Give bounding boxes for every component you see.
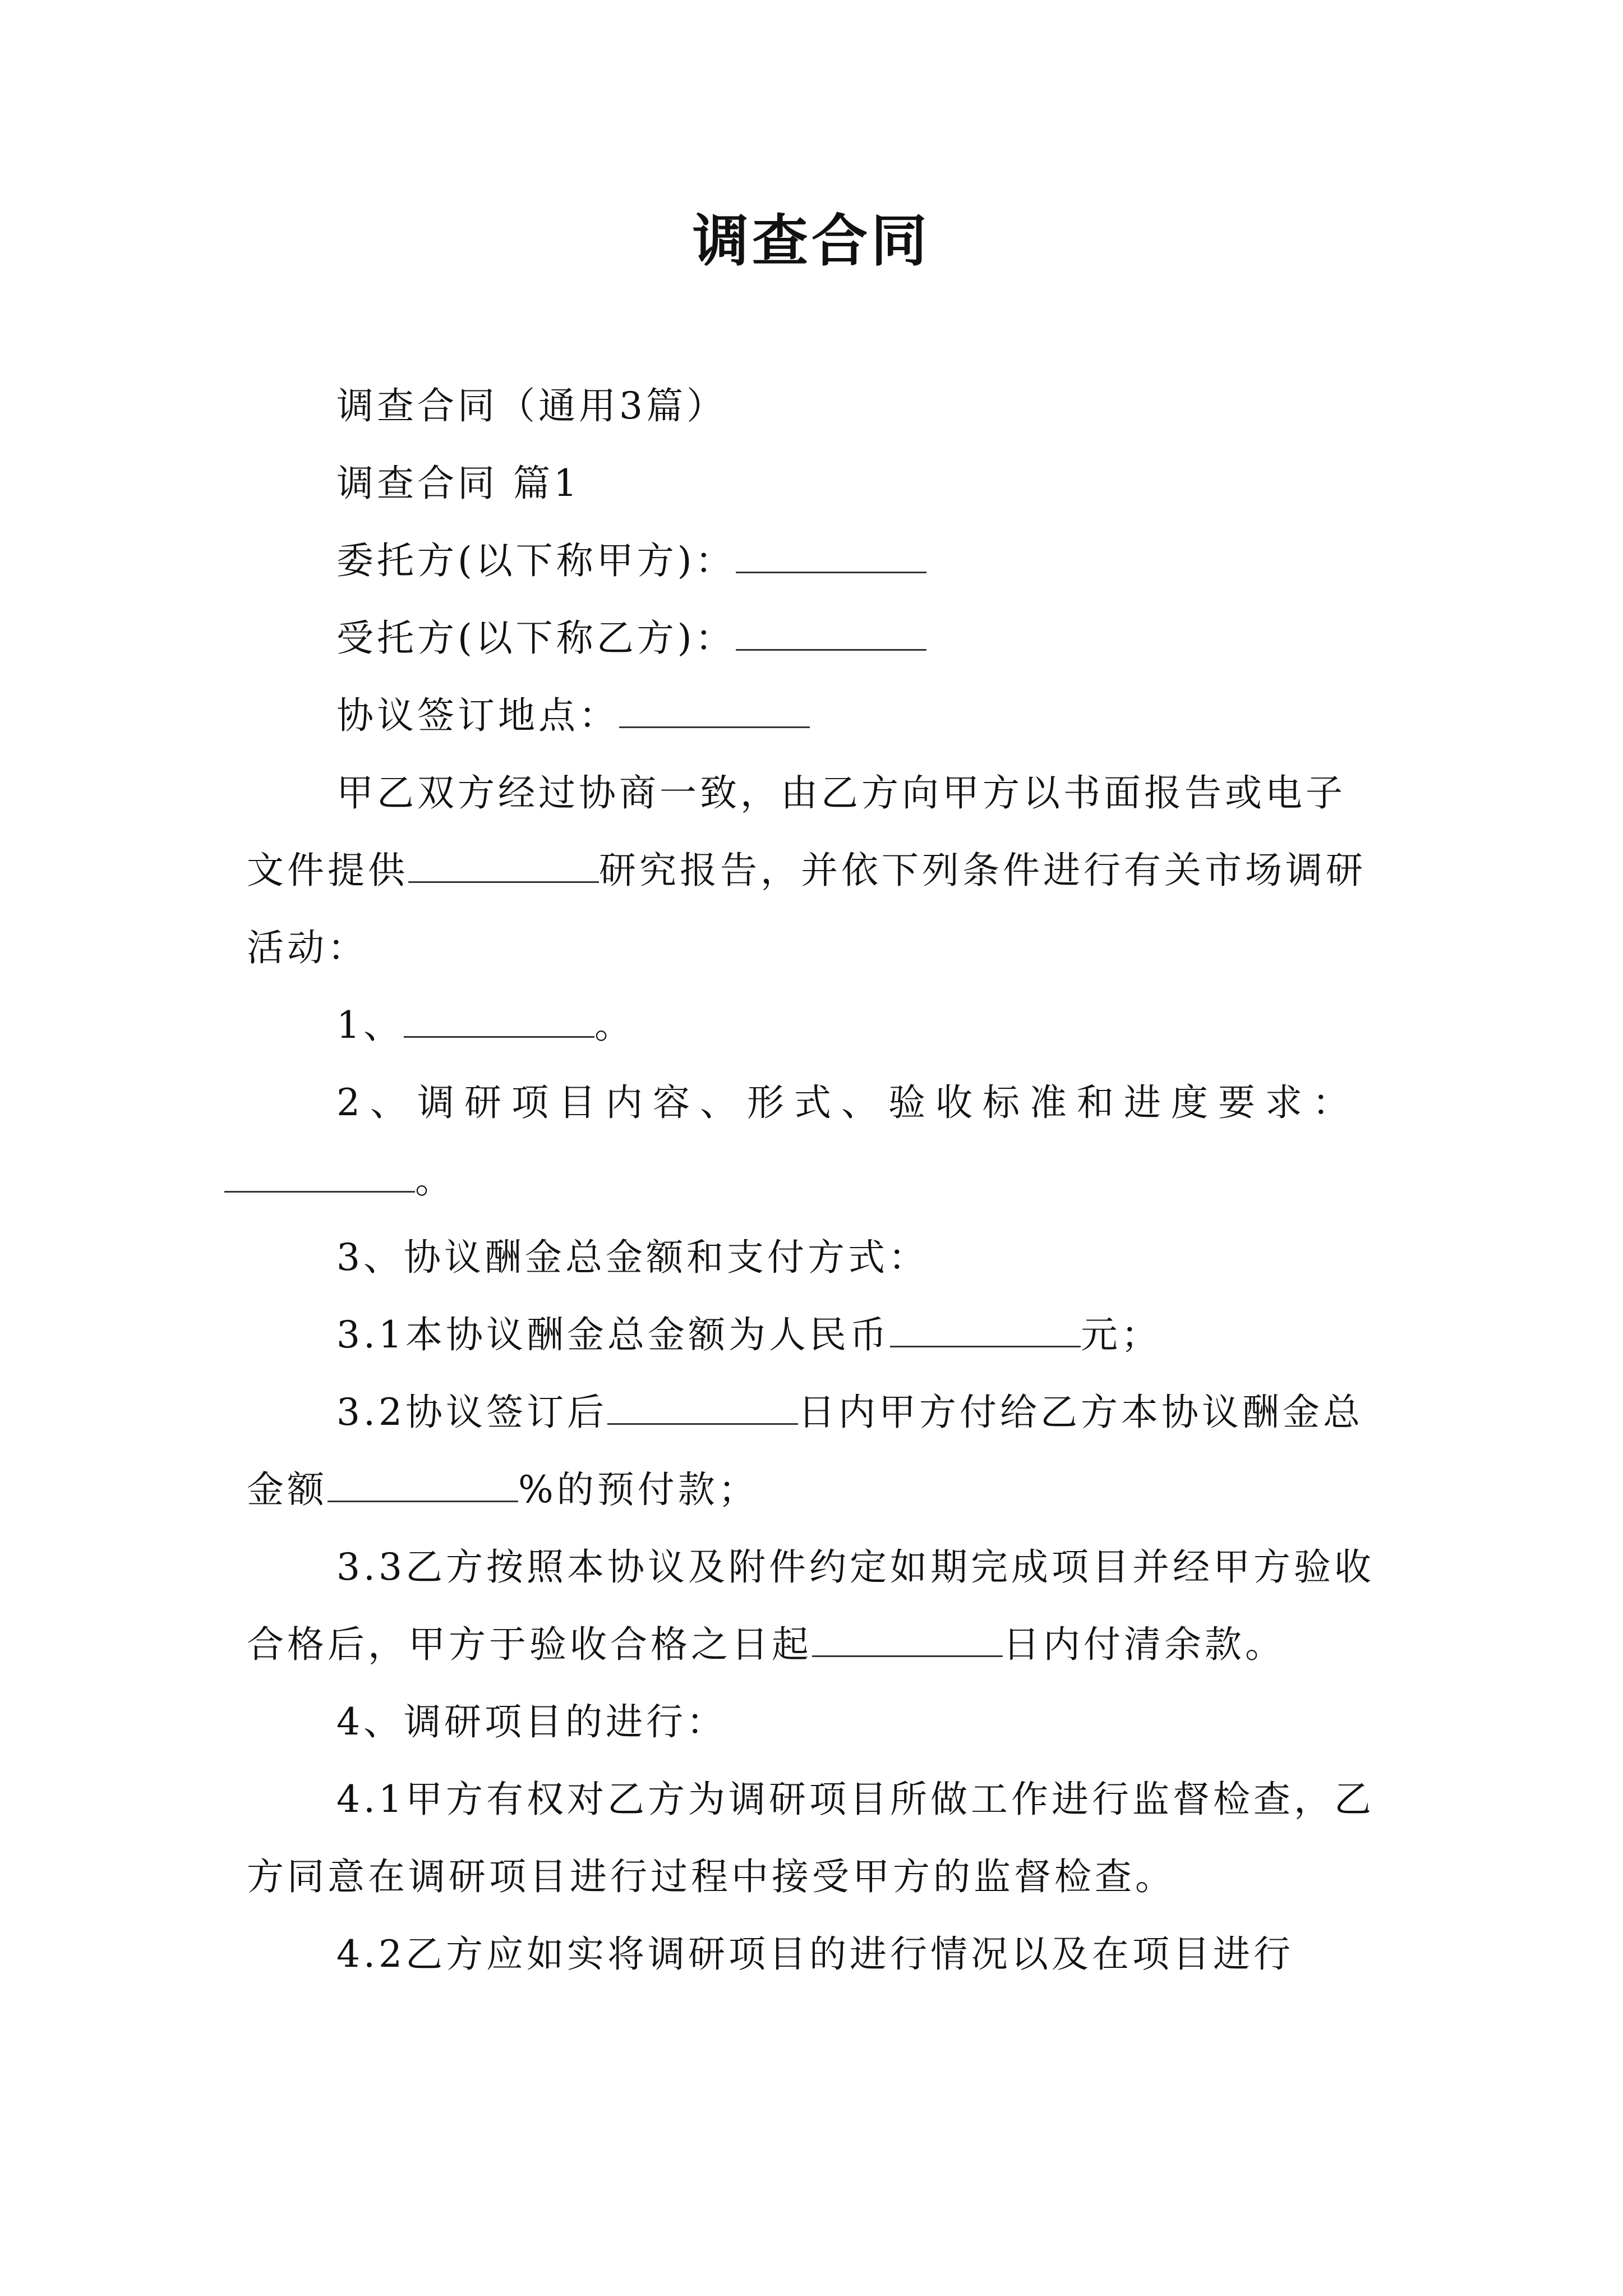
item-3-text: 3、协议酬金总金额和支付方式：: [336, 1236, 929, 1279]
document-title: 调查合同: [693, 208, 930, 274]
item-4-2-text: 4.2乙方应如实将调研项目的进行情况以及在项目进行: [336, 1932, 1294, 1976]
party-b-label: 受托方(以下称乙方)：: [336, 616, 736, 660]
item-1-label: 1、: [336, 1004, 404, 1047]
paragraph-item-4-2: [247, 1916, 1380, 1993]
item-4-1-text: 4.1甲方有权对乙方为调研项目所做工作进行监督检查，乙方同意在调研项目进行过程中接受甲方的监督检查。: [247, 1778, 1375, 1898]
item-1-blank[interactable]: [404, 1005, 594, 1038]
paragraph-item-2: [247, 1064, 1380, 1219]
party-a-label: 委托方(以下称甲方)：: [336, 539, 736, 582]
paragraph-item-3: [247, 1219, 1380, 1296]
item-1-end: 。: [594, 1004, 635, 1047]
item-3-1-end: 元；: [1080, 1313, 1161, 1356]
paragraph-signing-place: [247, 677, 1380, 754]
paragraph-item-4-1: [247, 1761, 1380, 1916]
item-3-3-text: 3.3乙方按照本协议及附件约定如期完成项目并经甲方验收合格后，甲方于验收合格之日起: [247, 1545, 1375, 1666]
paragraph-item-4: [247, 1683, 1380, 1761]
item-2-end: 。: [415, 1158, 455, 1202]
days-after-signing-blank[interactable]: [607, 1392, 798, 1425]
signing-place-label: 协议签订地点：: [336, 694, 619, 737]
item-2-text: 2、调研项目内容、形式、验收标准和进度要求：: [336, 1081, 1359, 1124]
paragraph-party-a: [247, 522, 1380, 600]
amount-blank[interactable]: [890, 1314, 1081, 1347]
paragraph-item-3-2: [247, 1374, 1380, 1529]
document-body: [247, 367, 1380, 1993]
paragraph-item-3-1: [247, 1296, 1380, 1374]
item-3-2-text-b: 日内甲方付给乙方本协议酬金总金额: [247, 1391, 1363, 1511]
item-4-text: 4、调研项目的进行：: [336, 1700, 727, 1743]
paragraph-subtitle: [247, 367, 1380, 445]
item-3-2-end: %的预付款；: [518, 1468, 759, 1511]
paragraph-section-heading: [247, 445, 1380, 522]
report-name-blank[interactable]: [408, 850, 599, 883]
item-2-blank[interactable]: [224, 1159, 415, 1193]
paragraph-intro: [247, 754, 1380, 987]
balance-days-blank[interactable]: [812, 1624, 1003, 1657]
section-heading-text: 调查合同 篇1: [336, 462, 580, 505]
signing-place-blank[interactable]: [619, 695, 810, 728]
intro-text-b: 研究报告，并依下列条件进行有关市场调研活动：: [247, 849, 1366, 969]
party-a-blank[interactable]: [736, 540, 926, 573]
intro-text-a: 甲乙双方经过协商一致，由乙方向甲方以书面报告或电子文件提供: [247, 771, 1346, 892]
item-3-3-end: 日内付清余款。: [1003, 1623, 1285, 1666]
paragraph-item-3-3: [247, 1529, 1380, 1683]
paragraph-party-b: [247, 600, 1380, 677]
party-b-blank[interactable]: [736, 618, 926, 651]
subtitle-text: 调查合同（通用3篇）: [336, 384, 727, 427]
item-3-2-text-a: 3.2协议签订后: [336, 1391, 607, 1434]
prepayment-percent-blank[interactable]: [328, 1469, 518, 1502]
paragraph-item-1: [247, 987, 1380, 1064]
item-3-1-text: 3.1本协议酬金总金额为人民币: [336, 1313, 890, 1356]
